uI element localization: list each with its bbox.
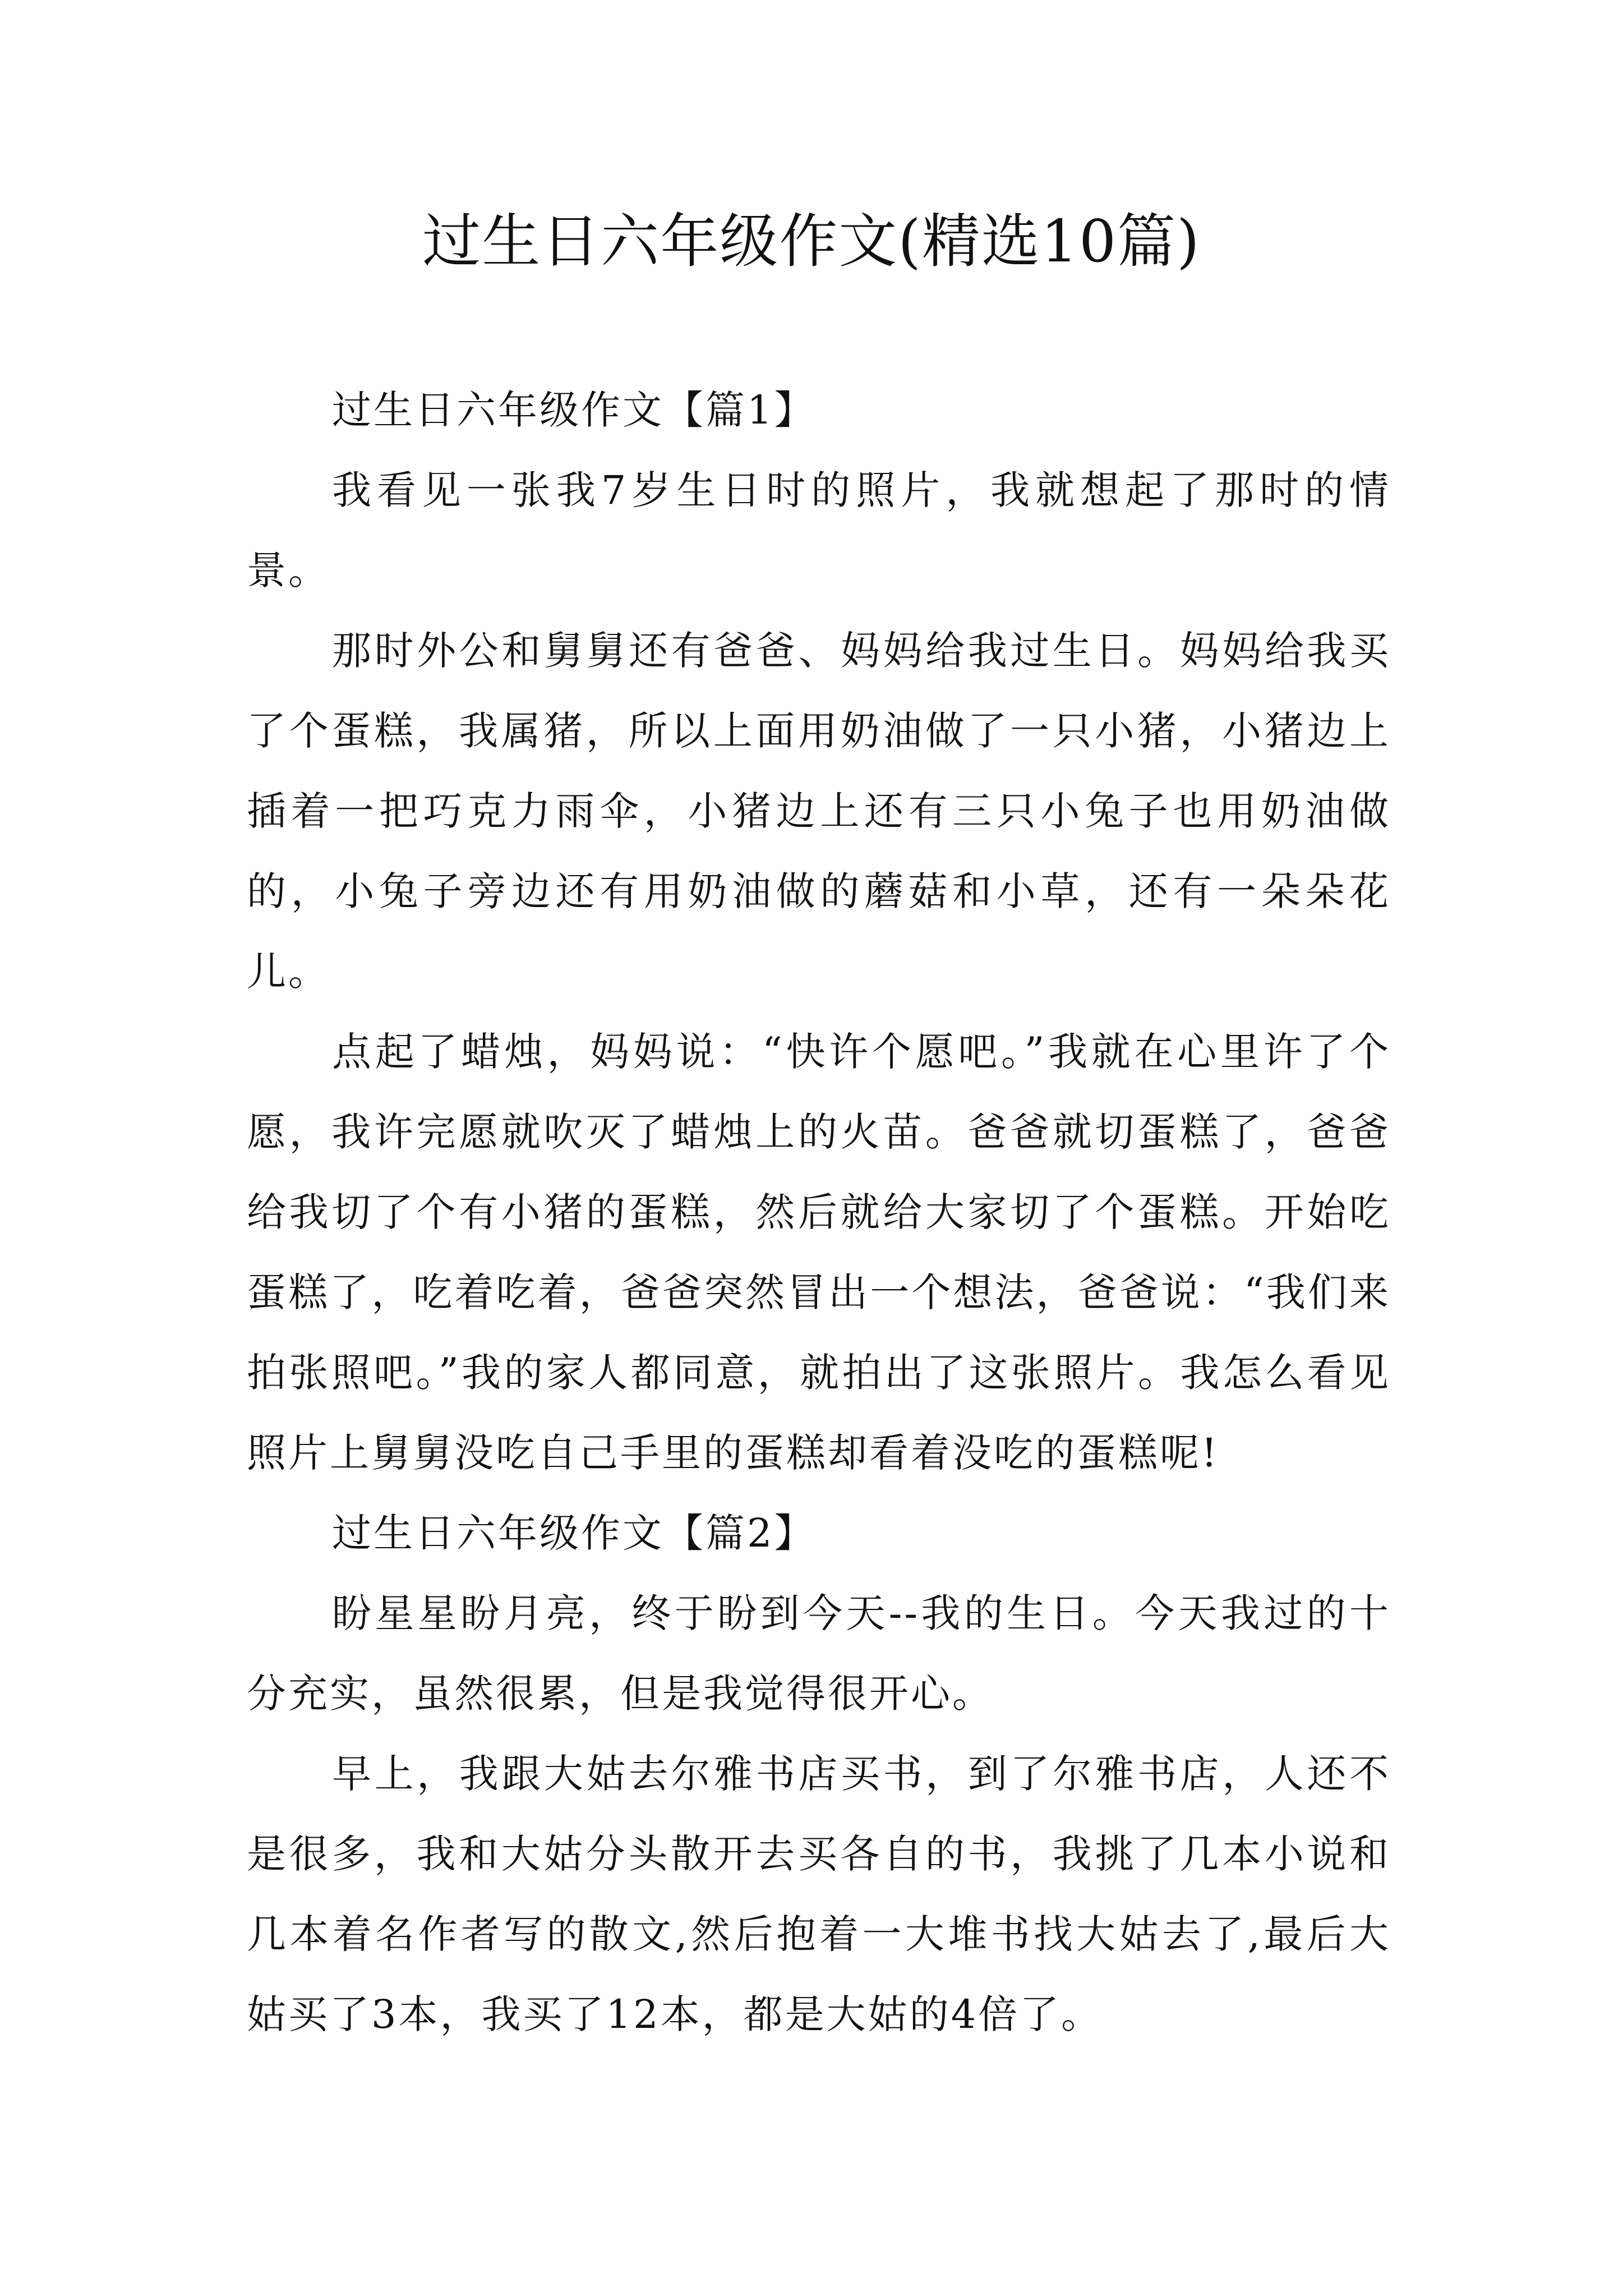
section-heading-2: 过生日六年级作文【篇2】 (332, 1510, 816, 1556)
paragraph: 我看见一张我7岁生日时的照片，我就想起了那时的情景。 (247, 467, 1391, 593)
paragraph: 那时外公和舅舅还有爸爸、妈妈给我过生日。妈妈给我买了个蛋糕，我属猪，所以上面用奶油做了一只小猪，小猪边上插着一把巧克力雨伞，小猪边上还有三只小兔子也用奶油做的，小兔子旁边还有用奶油做的蘑菇和小草，还有一朵朵花儿。 (247, 628, 1391, 995)
section-heading-1: 过生日六年级作文【篇1】 (332, 387, 816, 433)
document-body (247, 370, 1391, 2055)
paragraph: 点起了蜡烛，妈妈说：“快许个愿吧。”我就在心里许了个愿，我许完愿就吹灭了蜡烛上的火苗。爸爸就切蛋糕了，爸爸给我切了个有小猪的蛋糕，然后就给大家切了个蛋糕。开始吃蛋糕了，吃着吃着，爸爸突然冒出一个想法，爸爸说：“我们来拍张照吧。”我的家人都同意，就拍出了这张照片。我怎么看见照片上舅舅没吃自己手里的蛋糕却看着没吃的蛋糕呢! (247, 1029, 1391, 1476)
document-title: 过生日六年级作文(精选10篇) (422, 207, 1201, 275)
paragraph: 早上，我跟大姑去尔雅书店买书，到了尔雅书店，人还不是很多，我和大姑分头散开去买各自的书，我挑了几本小说和几本着名作者写的散文,然后抱着一大堆书找大姑去了,最后大姑买了3本，我买了12本，都是大姑的4倍了。 (247, 1751, 1391, 2037)
paragraph: 盼星星盼月亮，终于盼到今天--我的生日。今天我过的十分充实，虽然很累，但是我觉得很开心。 (247, 1590, 1391, 1717)
